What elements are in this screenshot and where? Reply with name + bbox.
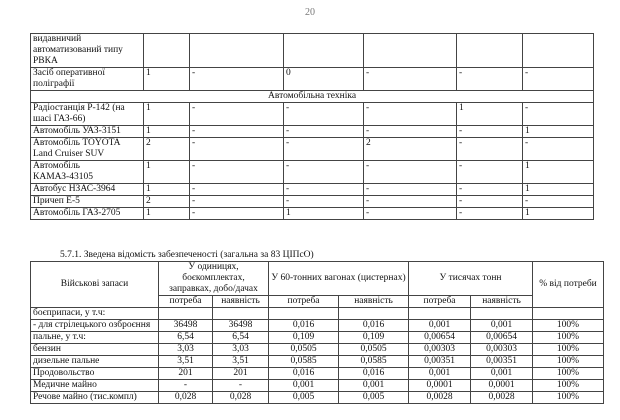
table-cell: 0,0505 <box>339 344 409 356</box>
table-cell: - <box>523 103 594 126</box>
header-percent-of-need: % від потреби <box>533 262 604 308</box>
table-cell: - <box>457 138 523 161</box>
table-row <box>31 184 594 196</box>
percent-cell: 100% <box>533 320 604 332</box>
table-cell: 0,00303 <box>409 344 471 356</box>
equipment-name: Автомобіль ГАЗ-2705 <box>31 208 144 220</box>
table-cell: - <box>190 161 284 184</box>
table-cell: 0,005 <box>269 392 339 404</box>
table-cell: - <box>523 196 594 208</box>
percent-cell: 100% <box>533 332 604 344</box>
table-cell: 0,109 <box>339 332 409 344</box>
table-cell: 0,0505 <box>269 344 339 356</box>
equipment-name: видавничий автоматизований типу РВКА <box>31 34 144 68</box>
table-cell: 3,51 <box>159 356 213 368</box>
table-cell: 0 <box>284 68 364 91</box>
table-cell: - <box>523 138 594 161</box>
table-cell: - <box>213 380 269 392</box>
table-row <box>31 344 604 356</box>
header-thousand-tons: У тисячах тонн <box>409 262 533 296</box>
table-cell: 0,0585 <box>339 356 409 368</box>
table-cell <box>523 34 594 68</box>
table-cell: 1 <box>144 68 190 91</box>
table-cell: 0,00351 <box>409 356 471 368</box>
table-cell: 2 <box>144 196 190 208</box>
table-row <box>31 308 604 320</box>
table-row <box>31 368 604 380</box>
supply-summary-table <box>30 261 604 404</box>
equipment-name: Автомобіль УАЗ-3151 <box>31 126 144 138</box>
table-cell <box>190 34 284 68</box>
table-row <box>31 196 594 208</box>
table-cell: 1 <box>144 161 190 184</box>
table-cell: 0,001 <box>409 368 471 380</box>
table-cell: - <box>523 68 594 91</box>
table-cell: 1 <box>144 103 190 126</box>
table-cell: 0,0585 <box>269 356 339 368</box>
subheader-available: наявність <box>339 296 409 308</box>
table-cell: - <box>190 68 284 91</box>
table-cell: 0,001 <box>471 368 533 380</box>
table-cell: 0,016 <box>269 368 339 380</box>
table-section-row <box>31 91 594 103</box>
table-cell: 2 <box>144 138 190 161</box>
table-cell <box>339 308 409 320</box>
table-cell: - <box>190 184 284 196</box>
percent-cell: 100% <box>533 344 604 356</box>
table-cell: - <box>457 161 523 184</box>
table-cell <box>364 34 457 68</box>
table-cell: 0,0001 <box>409 380 471 392</box>
table-cell <box>159 308 213 320</box>
table-caption: 5.7.1. Зведена відомість забезпеченості (загальна за 83 ЦІПсО) <box>60 250 314 260</box>
stock-label: боєприпаси, у т.ч: <box>31 308 159 320</box>
table-cell: - <box>457 196 523 208</box>
section-label: Автомобільна техніка <box>31 91 594 103</box>
table-cell: 3,51 <box>213 356 269 368</box>
percent-cell: 100% <box>533 356 604 368</box>
header-units: У одиницях, боєкомплектах, заправках, добо/дачах <box>159 262 269 296</box>
equipment-name: Автобус НЗАС-3964 <box>31 184 144 196</box>
table-row <box>31 392 604 404</box>
table-cell: - <box>364 126 457 138</box>
table-cell: - <box>284 184 364 196</box>
stock-label: Медичне майно <box>31 380 159 392</box>
stock-label: пальне, у т.ч: <box>31 332 159 344</box>
table-cell: 1 <box>523 126 594 138</box>
percent-cell: 100% <box>533 380 604 392</box>
table-cell: 0,0001 <box>471 380 533 392</box>
table-cell: 3,03 <box>213 344 269 356</box>
table-cell: 1 <box>457 103 523 126</box>
table-cell: 1 <box>144 184 190 196</box>
table-cell: 0,001 <box>409 320 471 332</box>
table-cell: - <box>364 196 457 208</box>
table-cell: - <box>284 103 364 126</box>
table-cell: 36498 <box>213 320 269 332</box>
table-cell: 1 <box>284 208 364 220</box>
stock-label: Речове майно (тис.компл) <box>31 392 159 404</box>
table-cell: 1 <box>144 208 190 220</box>
table-row <box>31 138 594 161</box>
table-cell: - <box>159 380 213 392</box>
table-cell: 36498 <box>159 320 213 332</box>
table-cell: 1 <box>523 208 594 220</box>
table-cell: - <box>190 126 284 138</box>
table-cell: 0,028 <box>213 392 269 404</box>
table-cell: - <box>457 68 523 91</box>
table-cell: 0,00654 <box>409 332 471 344</box>
table-cell: - <box>457 208 523 220</box>
table-cell: 0,001 <box>269 380 339 392</box>
table-cell: - <box>284 138 364 161</box>
subheader-available: наявність <box>213 296 269 308</box>
table-cell: - <box>284 161 364 184</box>
table-row <box>31 34 594 68</box>
table-cell: 0,0028 <box>471 392 533 404</box>
table-row <box>31 68 594 91</box>
table-cell: 0,016 <box>339 320 409 332</box>
table-cell: 0,005 <box>339 392 409 404</box>
table-cell <box>144 34 190 68</box>
table-cell: 1 <box>523 161 594 184</box>
subheader-need: потреба <box>269 296 339 308</box>
table-cell <box>213 308 269 320</box>
table-cell: - <box>364 184 457 196</box>
table-row <box>31 103 594 126</box>
table-cell <box>284 34 364 68</box>
table-cell: 0,016 <box>339 368 409 380</box>
table-cell: - <box>364 208 457 220</box>
table-cell <box>457 34 523 68</box>
table-cell: 0,00351 <box>471 356 533 368</box>
table-cell: 6,54 <box>213 332 269 344</box>
table-cell: 0,109 <box>269 332 339 344</box>
table-cell: - <box>190 196 284 208</box>
table-cell: - <box>364 68 457 91</box>
table-cell: - <box>364 103 457 126</box>
equipment-name: Автомобіль КАМАЗ-43105 <box>31 161 144 184</box>
equipment-name: Засіб оперативної поліграфії <box>31 68 144 91</box>
table-row <box>31 380 604 392</box>
table-cell <box>471 308 533 320</box>
table-row <box>31 126 594 138</box>
percent-cell: 100% <box>533 392 604 404</box>
equipment-name: Причеп Е-5 <box>31 196 144 208</box>
table-cell: 2 <box>364 138 457 161</box>
table-cell: 6,54 <box>159 332 213 344</box>
table-cell: - <box>457 184 523 196</box>
table-row <box>31 332 604 344</box>
stock-label: Продовольство <box>31 368 159 380</box>
stock-label: дизельне пальне <box>31 356 159 368</box>
equipment-name: Автомобіль TOYOTA Land Cruiser SUV <box>31 138 144 161</box>
subheader-need: потреба <box>409 296 471 308</box>
table-cell: 0,001 <box>339 380 409 392</box>
table-cell: - <box>364 161 457 184</box>
table-cell: 0,00303 <box>471 344 533 356</box>
subheader-available: наявність <box>471 296 533 308</box>
percent-cell <box>533 308 604 320</box>
table-cell: - <box>284 196 364 208</box>
equipment-table <box>30 33 594 220</box>
subheader-need: потреба <box>159 296 213 308</box>
table-cell: 201 <box>213 368 269 380</box>
table-cell: 1 <box>144 126 190 138</box>
equipment-name: Радіостанція Р-142 (на шасі ГАЗ-66) <box>31 103 144 126</box>
table-row <box>31 320 604 332</box>
table-cell: 1 <box>523 184 594 196</box>
stock-label: бензин <box>31 344 159 356</box>
table-cell: 0,00654 <box>471 332 533 344</box>
table-row <box>31 161 594 184</box>
table-cell: - <box>457 126 523 138</box>
table-cell: 0,016 <box>269 320 339 332</box>
table-cell <box>269 308 339 320</box>
percent-cell: 100% <box>533 368 604 380</box>
table-cell <box>409 308 471 320</box>
table-cell: - <box>190 138 284 161</box>
table-cell: - <box>190 103 284 126</box>
table-cell: 201 <box>159 368 213 380</box>
table-cell: - <box>284 126 364 138</box>
table-row <box>31 356 604 368</box>
page-number: 20 <box>305 7 315 18</box>
table-cell: - <box>190 208 284 220</box>
table-cell: 0,028 <box>159 392 213 404</box>
header-wagons: У 60-тонних вагонах (цистернах) <box>269 262 409 296</box>
header-military-stocks: Військові запаси <box>31 262 159 308</box>
table-row <box>31 208 594 220</box>
table-cell: 3,03 <box>159 344 213 356</box>
table-cell: 0,001 <box>471 320 533 332</box>
stock-label: - для стрілецького озброєння <box>31 320 159 332</box>
table-cell: 0,0028 <box>409 392 471 404</box>
